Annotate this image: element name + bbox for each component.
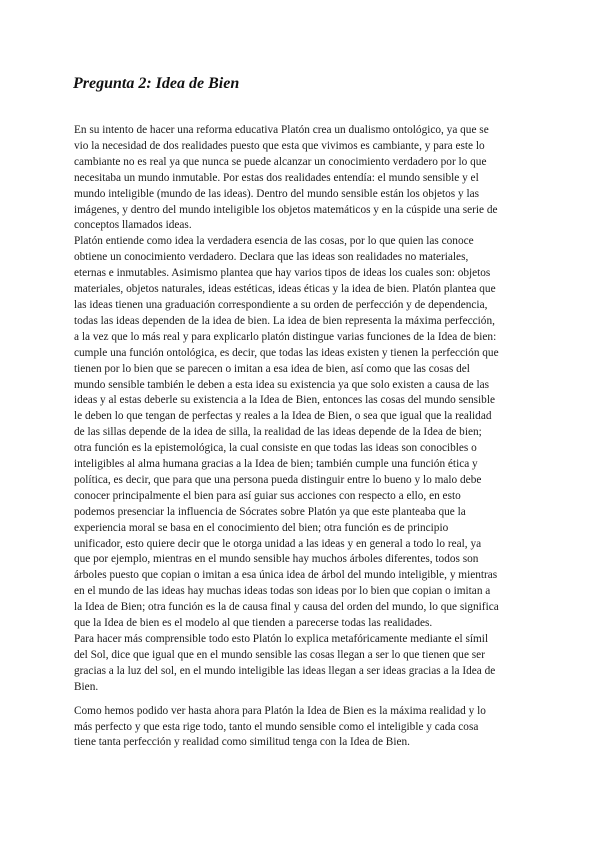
text-line: en el mundo de las ideas hay muchas ideas todas son ideas por lo bien que copian o imitan a (74, 585, 491, 598)
text-line: le deben lo que tengan de perfectas y reales a la Idea de Bien, o sea que igual que la realidad (74, 410, 492, 423)
text-line: inteligibles al alma humana gracias a la Idea de bien; también cumple una función ética y (74, 458, 478, 471)
text-line: la Idea de Bien; otra función es la de causa final y causa del orden del mundo, lo que significa (74, 601, 499, 614)
text-line: materiales, objetos naturales, ideas estéticas, ideas éticas y la idea de bien. Platón plantea que (74, 283, 496, 296)
text-line: unificador, esto quiere decir que le otorga unidad a las ideas y en general a todo lo real, ya (74, 537, 482, 550)
text-line: mundo sensible también le deben a esta idea su existencia ya que solo existen a causa de las (74, 378, 490, 391)
text-line: gracias a la luz del sol, en el mundo inteligible las ideas llegan a ser ideas gracias a la Idea de (74, 664, 496, 677)
text-line: tiene tanta perfección y realidad como similitud tenga con la Idea de Bien. (74, 736, 410, 749)
text-line: que la Idea de bien es el modelo al que tienden a parecerse todas las realidades. (74, 617, 433, 630)
text-line: Platón entiende como idea la verdadera esencia de las cosas, por lo que quien las conoce (74, 235, 474, 248)
text-line: cumple una función ontológica, es decir, que todas las ideas existen y tienen la perfección que (74, 346, 499, 359)
text-line: podemos presenciar la influencia de Sócrates sobre Platón ya que este planteaba que la (74, 505, 466, 518)
text-line: experiencia moral se basa en el conocimiento del bien; otra función es de principio (74, 521, 449, 534)
text-line: obtiene un conocimiento verdadero. Declara que las ideas son realidades no materiales, (74, 251, 469, 264)
text-line: ideas y al estas deberle su existencia a la Idea de Bien, entonces las cosas del mundo sensible (74, 394, 495, 407)
text-line: todas las ideas dependen de la idea de bien. La idea de bien representa la máxima perfección, (74, 314, 495, 327)
text-line: Bien. (74, 680, 99, 693)
text-line: conocer principalmente el bien para así guiar sus acciones con respecto a ello, en esto (74, 489, 461, 502)
text-line: conceptos llamados ideas. (74, 219, 192, 232)
document-title: Pregunta 2: Idea de Bien (73, 75, 240, 92)
text-line: mundo inteligible (mundo de las ideas). Dentro del mundo sensible están los objetos y las (74, 187, 480, 200)
text-line: necesitaba un mundo inmutable. Por estas dos realidades entendía: el mundo sensible y el (74, 171, 479, 184)
text-line: Como hemos podido ver hasta ahora para Platón la Idea de Bien es la máxima realidad y lo (74, 704, 486, 717)
text-line: del Sol, dice que igual que en el mundo sensible las cosas llegan a ser lo que tienen que ser (74, 648, 485, 661)
text-line: a la vez que lo más real y para explicarlo platón distingue varias funciones de la Idea de bien: (74, 330, 497, 343)
text-line: imágenes, y dentro del mundo inteligible los objetos matemáticos y en la cúspide una serie de (74, 203, 498, 216)
text-line: que por ejemplo, mientras en el mundo sensible hay muchos árboles diferentes, todos son (74, 553, 479, 566)
text-line: tienen por lo bien que se parecen o imitan a esa idea de bien, así como que las cosas del (74, 362, 470, 375)
text-line: eternas e inmutables. Asimismo plantea que hay varios tipos de ideas los cuales son: objetos (74, 267, 491, 280)
text-line: las ideas tienen una graduación correspondiente a su orden de perfección y de dependencia, (74, 298, 488, 311)
text-line: política, es decir, que para que una persona pueda distinguir entre lo bueno y lo malo debe (74, 473, 482, 486)
text-line: más perfecto y que esta rige todo, tanto el mundo sensible como el inteligible y cada cosa (74, 720, 479, 733)
text-line: árboles puesto que copian o imitan a esa única idea de árbol del mundo inteligible, y mientras (74, 569, 498, 582)
document-body (74, 123, 544, 751)
text-line: cambiante no es real ya que nunca se puede alcanzar un conocimiento verdadero por lo que (74, 155, 487, 168)
paragraph-gap (74, 696, 544, 704)
text-line: Para hacer más comprensible todo esto Platón lo explica metafóricamente mediante el símil (74, 633, 489, 645)
text-line: de las sillas depende de la idea de silla, la realidad de las ideas depende de la Idea de bien; (74, 426, 482, 439)
text-line: En su intento de hacer una reforma educativa Platón crea un dualismo ontológico, ya que se (74, 124, 489, 136)
text-line: vio la necesidad de dos realidades puesto que esta que vivimos es cambiante, y para este lo (74, 139, 485, 152)
text-line: otra función es la epistemológica, la cual consiste en que todas las ideas son conocibles o (74, 442, 477, 455)
